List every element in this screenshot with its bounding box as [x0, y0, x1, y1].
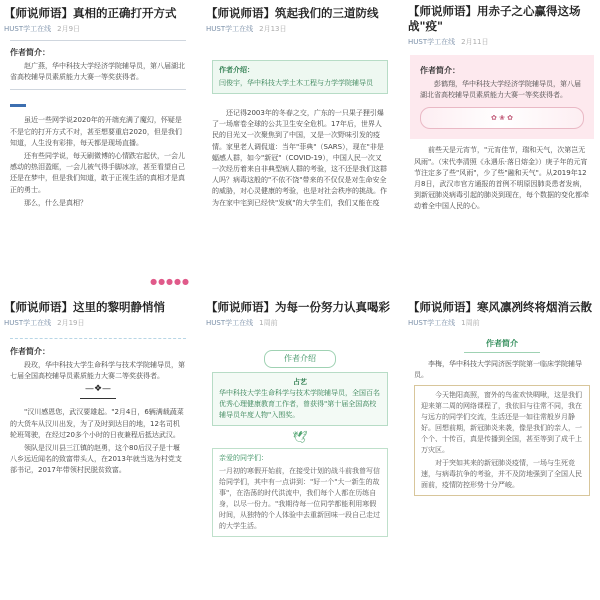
article-meta	[202, 318, 398, 328]
section-marker	[10, 104, 26, 107]
account-name[interactable]: HUST学工在线	[206, 25, 254, 33]
author-intro: 赵广燕，华中科技大学经济学院辅导员，第八届湖北省高校辅导员素质能力大赛一等奖获得者。	[10, 62, 185, 82]
bird-icon: 🕊	[292, 430, 308, 444]
article-paragraph: 对于突如其来的新冠肺炎疫情，一场与生死竞速，与病毒抗争的考验，并不及防地强到了全国人民面前，疫情防控形势十分严峻。	[421, 459, 582, 490]
article-meta	[0, 318, 196, 328]
article-date: 2月11日	[461, 38, 489, 46]
article-paragraph: 今天艳阳高照，窗外的鸟雀欢快啁啾，这是我们迎来第二周的网络课程了，我依旧与往常不同，我在与远方的同学们交流，生活还是一如往常般岁月静好。回想前期，新冠肺炎来袭，像是我们的亲人，一个个、十传百，真是传播到全国，甚至等到了成千上万灾区。	[421, 391, 582, 455]
divider	[10, 89, 186, 90]
author-intro-box	[212, 372, 388, 426]
article-card-5[interactable]	[202, 296, 398, 600]
article-meta	[0, 24, 196, 34]
article-meta	[202, 24, 398, 34]
article-date: 1周前	[259, 319, 278, 327]
decor-dots: ●●●●●	[150, 277, 190, 286]
greeting: 亲爱的同学们：	[219, 454, 268, 462]
article-date: 2月19日	[57, 319, 85, 327]
article-body: "汉川感恩您，武汉要雄起。"2月4日，6辆满载蔬菜的大货车从汉川出发，为了及时到达目的地，12名司机轮班驾驶，在经过20多个小时的日夜兼程后抵达武汉。 领队是汉川县三江镇的赵勇，这个80后汉子是十堰八乡远近闻名的致富带头人，在2013年就当选为村党支部书记，2017年带领村民脱贫致富。	[10, 408, 184, 475]
article-body: 前些天是元宵节，"元宵佳节，瑞和天气，次第岂无风雨"。（宋代李清照《永遇乐·落日熔金》）庚子年的元宵节注定多了些"风雨"，少了些"融和天气"。从2019年12月8日，武汉市官方通报的首例不明原因肺炎患者发病，到新冠肺炎病毒引起的肺炎到现在，每个数据的变化都牵动着全中国人民的心。	[414, 146, 589, 211]
article-meta	[404, 318, 600, 328]
divider	[80, 398, 116, 399]
divider	[10, 338, 186, 340]
author-intro: 华中科技大学生命科学与技术学院辅导员，全国百名优秀心理健康教育工作者，曾获得"第十届全国高校辅导员年度人物"入围奖。	[219, 389, 380, 419]
author-label: 作者介绍：	[219, 66, 254, 74]
author-label: 作者简介：	[10, 48, 50, 57]
article-date: 1周前	[461, 319, 480, 327]
article-title[interactable]: 【师说师语】寒风凛冽终将烟消云散	[408, 300, 592, 314]
article-card-4[interactable]	[0, 296, 196, 600]
author-intro-box	[212, 60, 388, 94]
author-panel	[410, 55, 594, 139]
author-label: 作者简介	[486, 339, 518, 348]
article-title[interactable]: 【师说师语】这里的黎明静悄悄	[4, 300, 165, 314]
article-card-6[interactable]	[404, 296, 600, 600]
account-name[interactable]: HUST学工在线	[408, 38, 456, 46]
account-name[interactable]: HUST学工在线	[206, 319, 254, 327]
account-name[interactable]: HUST学工在线	[408, 319, 456, 327]
ornament-divider: —❖—	[84, 384, 112, 395]
article-title[interactable]: 【师说师语】用赤子之心赢得这场战"疫"	[408, 4, 581, 33]
author-intro: 闫俊宇，华中科技大学土木工程与力学学院辅导员	[219, 79, 373, 87]
article-frame	[414, 385, 590, 496]
author-section-pill: 作者介绍	[264, 350, 336, 368]
article-title[interactable]: 【师说师语】为每一份努力认真喝彩	[206, 300, 390, 314]
article-card-1[interactable]	[0, 0, 196, 290]
author-label: 作者简介：	[420, 66, 460, 75]
account-name[interactable]: HUST学工在线	[4, 319, 52, 327]
article-date: 2月13日	[259, 25, 287, 33]
author-intro: 段玫，华中科技大学生命科学与技术学院辅导员，第七届全国高校辅导员素质能力大赛二等奖获得者。	[10, 361, 185, 381]
article-meta	[404, 37, 600, 47]
article-body: 还记得2003年的冬春之交，广东的一只果子狸引爆了一场席卷全球的公共卫生安全危机。17年后，世界人民的目光又一次聚焦到了中国，又是一次野味引发的疫情。家里老人调侃道：当年"菲典"（SARS），现在"非是蝠感人群，如今"新冠"（COVID-19），中国人民一次又一次经历着来自非典型病人群的考验，这不还是我们这群人吗？病毒这般的"不依不饶"带来的不仅仅是对生命安全的威胁，对心灵健康的考验，也是对社会秩序的挑战。作为在家中宅到已经快"发疯"的大学生们，我们又能在疫	[212, 109, 387, 207]
article-body: 虽近一些网学说2020年的开端充满了魔幻，怀疑是不是它的打开方式不对，甚至想要重启2020，但是我们知道，人生没有彩排，每天都是现场直播。 还有些同学说，每天刷微博的心情跌宕起伏，一会儿感动的热泪盈眶，一会儿被气得手脚冰凉，甚至看望自己还是在梦中，但是我们知道，敢于正视生活的真相才是真正的勇士。 那么，什么是真相？	[10, 116, 185, 207]
article-card-3[interactable]	[404, 0, 600, 290]
letter-frame	[212, 448, 388, 537]
account-name[interactable]: HUST学工在线	[4, 25, 52, 33]
article-title[interactable]: 【师说师语】筑起我们的三道防线	[206, 6, 379, 20]
article-body: 一月初的寒假开始前，在接受计划的战斗前我曾写信给同学们，其中有一点讲到："好一个"大一新生的故事"，在浩荡的时代洪流中，我们每个人都在历练自身，以尽一份力。"我期待每一位同学都能利用寒假时间，从独特的个人体验中去重新回味一段自己走过的大学生活。	[219, 467, 380, 530]
article-title[interactable]: 【师说师语】真相的正确打开方式	[4, 6, 177, 20]
article-date: 2月9日	[57, 25, 81, 33]
divider	[10, 40, 186, 41]
divider	[464, 352, 540, 353]
decor-banner: ✿ ❀ ✿	[420, 107, 584, 129]
author-intro: 李梅，华中科技大学同济医学院第一临床学院辅导员。	[414, 360, 582, 380]
author-name: 占艺	[293, 378, 307, 386]
author-label: 作者简介：	[10, 347, 50, 356]
author-intro: 彭鹤翔，华中科技大学经济学院辅导员，第八届湖北省高校辅导员素质能力大赛一等奖获得者。	[420, 80, 581, 100]
article-card-2[interactable]	[202, 0, 398, 290]
